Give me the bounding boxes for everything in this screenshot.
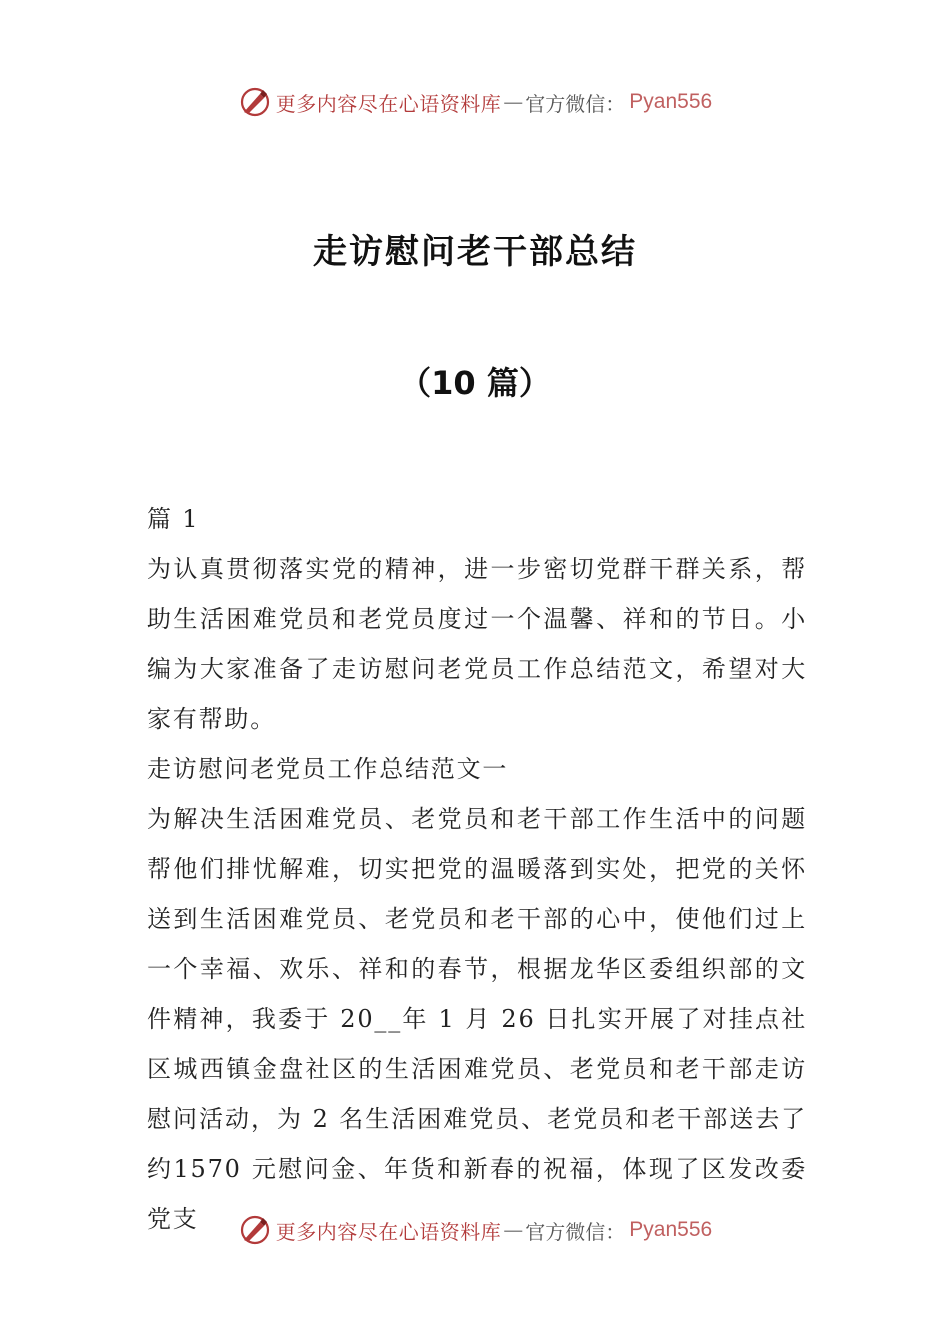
footer-watermark-banner	[0, 1210, 950, 1250]
intro-paragraph: 为认真贯彻落实党的精神，进一步密切党群干群关系，帮助生活困难党员和老党员度过一个温馨、祥和的节日。小编为大家准备了走访慰问老党员工作总结范文，希望对大家有帮助。	[147, 555, 807, 733]
banner-separator: —	[503, 1218, 524, 1242]
banner-label: 官方微信：	[525, 1219, 626, 1244]
section-label: 篇 1	[147, 505, 200, 533]
header-watermark-banner	[0, 82, 950, 122]
section-heading: 走访慰问老党员工作总结范文一	[147, 755, 509, 783]
banner-text: 更多内容尽在心语资料库	[275, 91, 502, 116]
banner-wechat-id: Pyan556	[629, 1218, 713, 1241]
banner-separator: —	[503, 90, 524, 114]
document-body	[147, 494, 807, 1244]
body-paragraph: 为解决生活困难党员、老党员和老干部工作生活中的问题帮他们排忧解难，切实把党的温暖落到实处，把党的关怀送到生活困难党员、老党员和老干部的心中，使他们过上一个幸福、欢乐、祥和的春节，根据龙华区委组织部的文件精神，我委于 20__年 1 月 26 日扎实开展了对挂点社区城西镇金盘社区的生活困难党员、老党员和老干部走访慰问活动，为 2 名生活困难党员、老党员和老干部送去了约1570 元慰问金、年货和新春的祝福，体现了区发改委党支	[147, 805, 807, 1233]
banner-text: 更多内容尽在心语资料库	[275, 1219, 502, 1244]
banner-wechat-id: Pyan556	[629, 90, 713, 113]
document-title: 走访慰问老干部总结	[313, 232, 637, 272]
banner-label: 官方微信：	[525, 91, 626, 116]
document-subtitle: （10 篇）	[399, 364, 551, 402]
pen-nib-logo-icon	[238, 85, 272, 119]
pen-nib-logo-icon	[238, 1213, 272, 1247]
